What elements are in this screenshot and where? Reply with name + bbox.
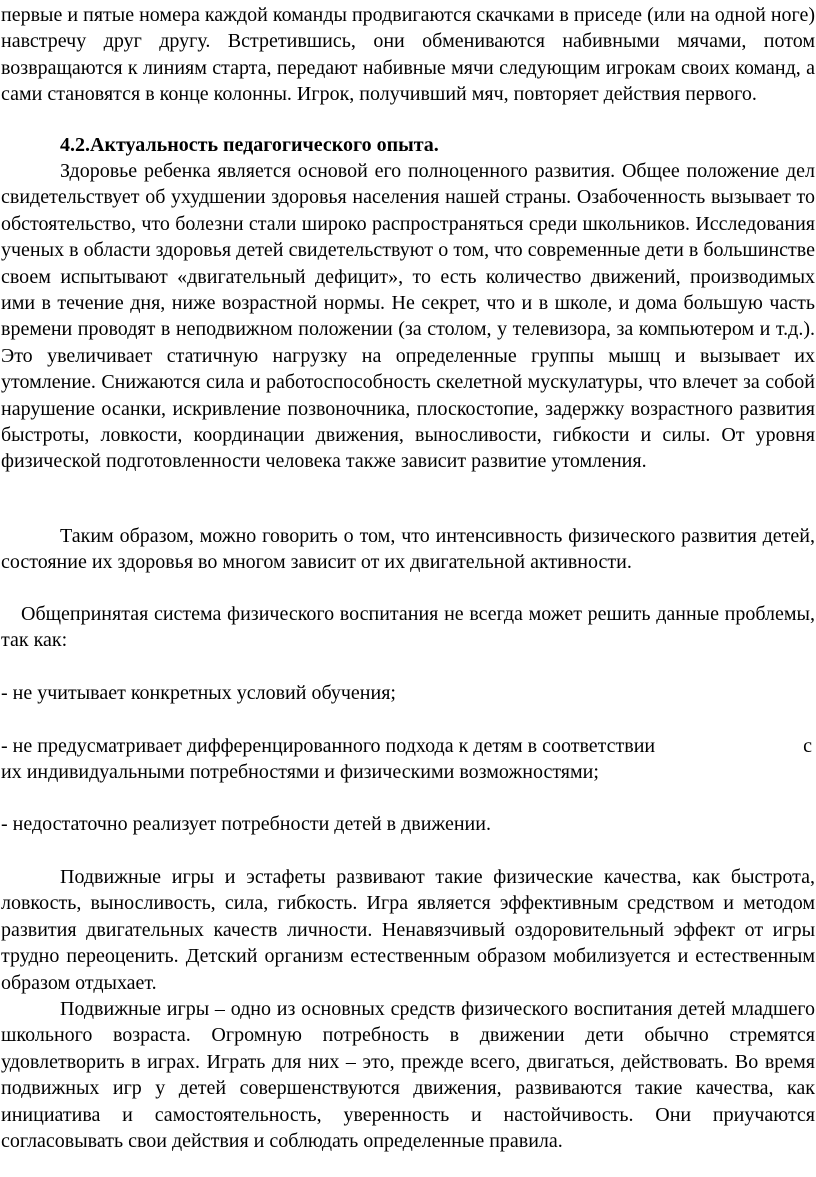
outdoor-games-paragraph: Подвижные игры – одно из основных средств физического воспитания детей младшего школьного возраста. Огромную потребность в движении дети обычно стремятся удовлетворить в играх. Играть для них – это, прежде всего, двигаться, действовать. Во время подвижных игр у детей совершенствуются движения, развиваются такие качества, как инициатива и самостоятельность, уверенность и настойчивость. Они приучаются согласовывать свои действия и соблюдать определенные правила.	[1, 998, 815, 1153]
system-paragraph: Общепринятая система физического воспитания не всегда может решить данные проблемы, так как:	[1, 603, 815, 652]
games-paragraph: Подвижные игры и эстафеты развивают такие физические качества, как быстрота, ловкость, выносливость, сила, гибкость. Игра является эффективным средством и методом развития двигательных качеств личности. Ненавязчивый оздоровительный эффект от игры трудно переоценить. Детский организм естественным образом мобилизуется и естественным образом отдыхает.	[1, 866, 815, 994]
list-item-text: с	[803, 735, 812, 757]
list-item: - не учитывает конкретных условий обучения;	[1, 682, 396, 704]
list-item-line: их индивидуальными потребностями и физическими возможностями;	[1, 761, 599, 784]
list-item-line	[1, 733, 815, 759]
health-paragraph: Здоровье ребенка является основой его полноценного развития. Общее положение дел свидетельствует об ухудшении здоровья населения нашей страны. Озабоченность вызывает то обстоятельство, что болезни стали широко распространяться среди школьников. Исследования ученых в области здоровья детей свидетельствуют о том, что современные дети в большинстве своем испытывают «двигательный дефицит», то есть количество движений, производимых ими в течение дня, ниже возрастной нормы. Не секрет, что и в школе, и дома большую часть времени проводят в неподвижном положении (за столом, у телевизора, за компьютером и т.д.). Это увеличивает статичную нагрузку на определенные группы мышц и вызывает их утомление. Снижаются сила и работоспособность скелетной мускулатуры, что влечет за собой нарушение осанки, искривление позвоночника, плоскостопие, задержку возрастного развития быстроты, ловкости, координации движения, выносливости, гибкости и силы. От уровня физической подготовленности человека также зависит развитие утомления.	[1, 160, 815, 473]
list-item	[1, 733, 815, 786]
list-item: - недостаточно реализует потребности детей в движении.	[1, 813, 491, 835]
section-heading: 4.2.Актуальность педагогического опыта.	[60, 134, 439, 156]
list-item-text: - не предусматривает дифференцированного подхода к детям в соответствии	[1, 735, 656, 757]
conclusion-paragraph: Таким образом, можно говорить о том, что интенсивность физического развития детей, состояние их здоровья во многом зависит от их двигательной активности.	[1, 525, 815, 574]
intro-paragraph: первые и пятые номера каждой команды продвигаются скачками в приседе (или на одной ноге) навстречу друг другу. Встретившись, они обмениваются набивными мячами, потом возвращаются к линиям старта, передают набивные мячи следующим игрокам своих команд, а сами становятся в конце колонны. Игрок, получивший мяч, повторяет действия первого.	[1, 4, 815, 106]
